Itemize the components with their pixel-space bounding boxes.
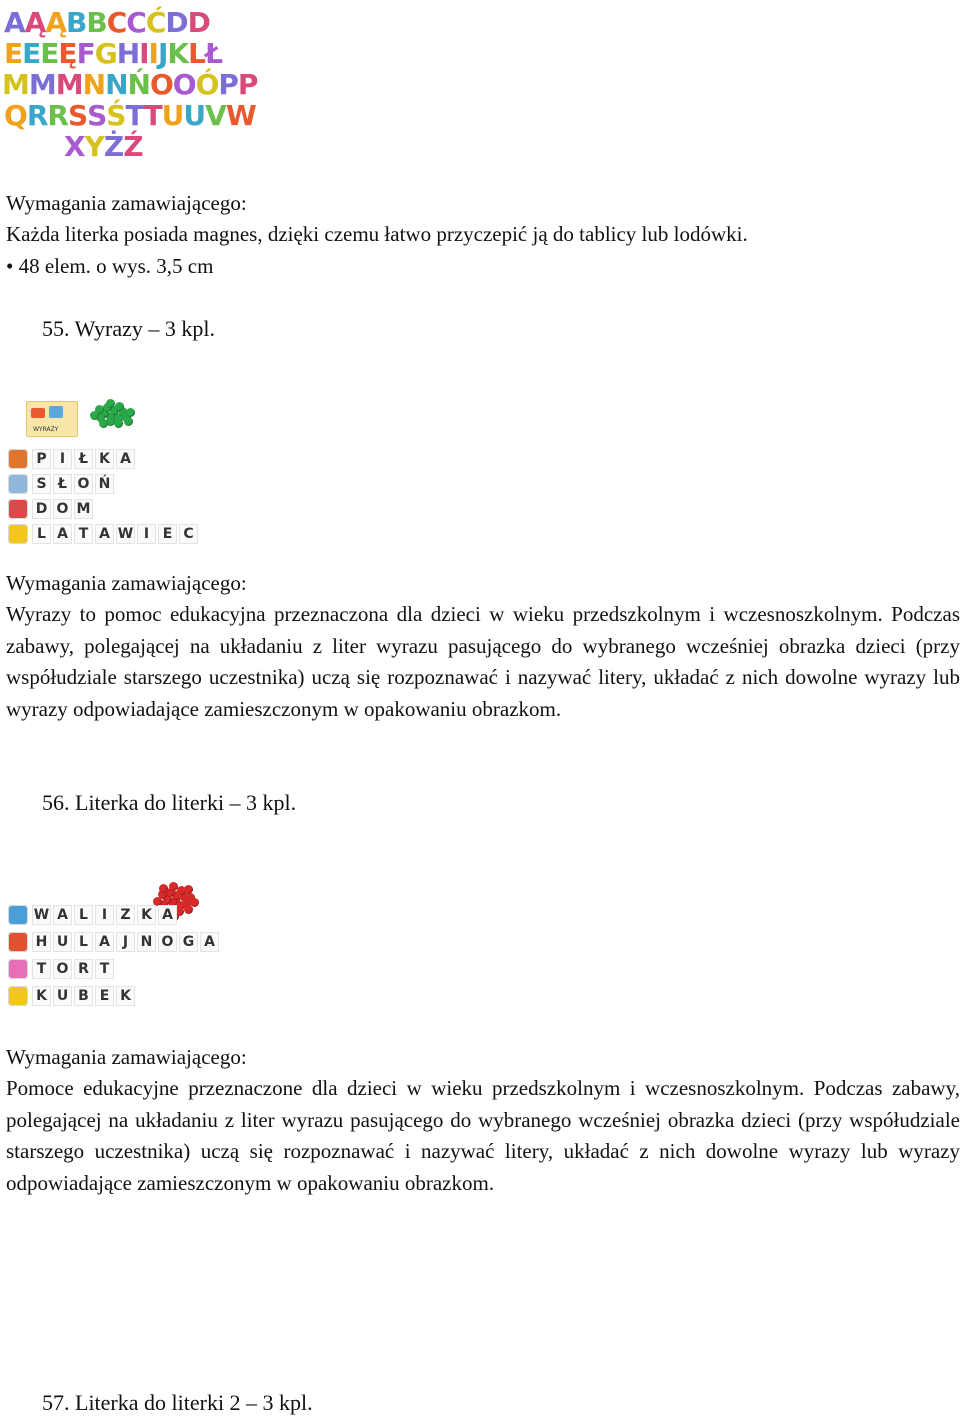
magnet-letter: Q bbox=[4, 99, 27, 132]
magnet-letter: P bbox=[218, 68, 238, 101]
magnet-letter: E bbox=[4, 37, 23, 70]
word-row bbox=[8, 931, 221, 953]
requirements-line: Każda literka posiada magnes, dzięki czemu łatwo przyczepić ją do tablicy lub lodówki. bbox=[6, 222, 748, 247]
letter-tile: Ł bbox=[53, 474, 72, 494]
section-heading-57: 57. Literka do literki 2 – 3 kpl. bbox=[42, 1390, 313, 1415]
magnet-letter: T bbox=[125, 99, 144, 132]
letter-tile: T bbox=[32, 959, 51, 979]
letter-tile: I bbox=[95, 905, 114, 925]
game-token bbox=[99, 419, 108, 428]
magnet-letter: A bbox=[4, 6, 25, 39]
letter-tile: Ł bbox=[74, 449, 93, 469]
letter-tile: A bbox=[95, 524, 114, 544]
magnet-letter: U bbox=[161, 99, 184, 132]
magnet-letter: Ł bbox=[204, 37, 222, 70]
letter-tile: E bbox=[158, 524, 177, 544]
game-token bbox=[90, 411, 99, 420]
magnet-letter: B bbox=[66, 6, 87, 39]
word-row bbox=[8, 985, 137, 1007]
magnet-letter: R bbox=[26, 99, 48, 132]
magnet-letter: W bbox=[225, 99, 256, 132]
section-heading-55: 55. Wyrazy – 3 kpl. bbox=[42, 316, 216, 341]
letter-tile: T bbox=[74, 524, 93, 544]
magnet-letter: Y bbox=[84, 130, 104, 163]
magnet-letter: J bbox=[157, 37, 168, 70]
letter-tile: W bbox=[117, 526, 134, 542]
letter-tile: B bbox=[74, 986, 93, 1006]
magnet-letter: C bbox=[106, 6, 127, 39]
alphabet-row bbox=[4, 101, 256, 131]
alphabet-row bbox=[4, 8, 210, 38]
letter-tile: A bbox=[53, 905, 72, 925]
magnet-letter: E bbox=[40, 37, 59, 70]
word-row bbox=[8, 904, 179, 926]
game-token bbox=[114, 419, 123, 428]
picture-card-icon bbox=[8, 524, 28, 544]
magnet-letter: S bbox=[87, 99, 107, 132]
magnet-letter: C bbox=[126, 6, 146, 39]
wyrazy-product-image bbox=[4, 395, 204, 547]
letter-tile: A bbox=[158, 905, 177, 925]
letter-tile: T bbox=[95, 959, 114, 979]
magnet-letter: Ą bbox=[24, 6, 46, 39]
letter-tile: A bbox=[95, 932, 114, 952]
magnet-letter: I bbox=[148, 37, 158, 70]
magnet-letter: G bbox=[94, 37, 117, 70]
letter-tile: L bbox=[74, 905, 93, 925]
alphabet-row bbox=[2, 70, 257, 100]
magnet-letter: N bbox=[105, 68, 128, 101]
game-token bbox=[169, 882, 178, 891]
magnet-letter: P bbox=[237, 68, 258, 101]
game-token bbox=[124, 417, 133, 426]
letter-tile: I bbox=[137, 524, 156, 544]
picture-card-icon bbox=[8, 499, 28, 519]
letter-tile: S bbox=[32, 474, 51, 494]
magnet-letter: B bbox=[86, 6, 107, 39]
word-row bbox=[8, 448, 137, 470]
letter-tile: K bbox=[95, 449, 114, 469]
game-token bbox=[190, 898, 199, 907]
letter-tile: E bbox=[95, 986, 114, 1006]
letter-tile: W bbox=[33, 907, 50, 923]
letter-tile: I bbox=[53, 449, 72, 469]
letter-tile: J bbox=[116, 932, 135, 952]
game-token bbox=[159, 884, 168, 893]
letter-tile: Ń bbox=[95, 474, 114, 494]
magnet-letter: H bbox=[116, 37, 140, 70]
magnet-letter: K bbox=[167, 37, 189, 70]
letter-tile: O bbox=[158, 932, 177, 952]
game-token bbox=[126, 408, 135, 417]
magnet-letter: E bbox=[22, 37, 41, 70]
letter-tile: D bbox=[32, 499, 51, 519]
picture-card-icon bbox=[8, 905, 28, 925]
literka-product-image bbox=[6, 876, 215, 1018]
letter-tile: O bbox=[74, 474, 93, 494]
letter-tile: K bbox=[116, 986, 135, 1006]
game-token bbox=[115, 402, 124, 411]
magnet-letter: O bbox=[172, 68, 196, 101]
game-token bbox=[184, 885, 193, 894]
product-box bbox=[26, 401, 78, 437]
word-row bbox=[8, 498, 95, 520]
word-row bbox=[8, 958, 116, 980]
magnet-letter: D bbox=[165, 6, 188, 39]
requirements-label: Wymagania zamawiającego: bbox=[6, 571, 247, 595]
requirements-label: Wymagania zamawiającego: bbox=[6, 191, 247, 215]
magnet-letter: D bbox=[187, 6, 210, 39]
letter-tile: C bbox=[179, 524, 198, 544]
magnet-letter: X bbox=[64, 130, 85, 163]
letter-tile: U bbox=[53, 932, 72, 952]
magnet-letter: O bbox=[149, 68, 173, 101]
word-row bbox=[8, 523, 200, 545]
requirements-body: Wyrazy to pomoc edukacyjna przeznaczona dla dzieci w wieku przedszkolnym i wczesnoszkolnym. Podczas zabawy, polegającej na układaniu z liter wyrazu pasującego do wybranego wcześniej obrazka dzieci (przy współudziale starszego uczestnika) uczą się rozpoznawać i nazywać litery, układać z nich dowolne wyrazy lub wyrazy odpowiadające zamieszczonym w opakowaniu obrazkom. bbox=[6, 602, 960, 721]
letter-tile: G bbox=[179, 932, 198, 952]
picture-card-icon bbox=[8, 932, 28, 952]
letter-tile: M bbox=[74, 499, 93, 519]
magnet-letter: V bbox=[205, 99, 226, 132]
letter-tile: U bbox=[53, 986, 72, 1006]
magnet-letter: Ź bbox=[123, 130, 143, 163]
letter-tile: N bbox=[137, 932, 156, 952]
letter-tile: P bbox=[32, 449, 51, 469]
letter-tile: A bbox=[53, 524, 72, 544]
requirements-body: Pomoce edukacyjne przeznaczone dla dzieci w wieku przedszkolnym i wczesnoszkolnym. Podczas zabawy, polegającej na układaniu z liter wyrazu pasującego do wybranego wcześniej obrazka dzieci (przy współudziale starszego uczestnika) uczą się rozpoznawać i nazywać litery, układać z nich dowolne wyrazy lub wyrazy odpowiadające zamieszczonym w opakowaniu obrazkom. bbox=[6, 1076, 960, 1195]
box-label: WYRAZY bbox=[33, 426, 59, 433]
letter-tile: A bbox=[116, 449, 135, 469]
magnet-letter: U bbox=[183, 99, 206, 132]
magnet-letter: Ć bbox=[145, 6, 166, 39]
picture-card-icon bbox=[8, 959, 28, 979]
picture-card-icon bbox=[8, 474, 28, 494]
magnet-letter: N bbox=[82, 68, 106, 101]
requirements-label: Wymagania zamawiającego: bbox=[6, 1045, 247, 1069]
word-row bbox=[8, 473, 116, 495]
alphabet-row bbox=[4, 39, 222, 69]
magnet-letter: T bbox=[143, 99, 162, 132]
letter-tile: K bbox=[137, 905, 156, 925]
letter-tile: L bbox=[74, 932, 93, 952]
letter-tile: O bbox=[53, 959, 72, 979]
token-pile bbox=[88, 397, 138, 431]
letter-tile: O bbox=[53, 499, 72, 519]
picture-card-icon bbox=[8, 986, 28, 1006]
letter-tile: K bbox=[32, 986, 51, 1006]
magnet-letter: F bbox=[76, 37, 95, 70]
magnet-letter: Ą bbox=[45, 6, 67, 39]
section-56-requirements bbox=[6, 1042, 960, 1199]
letter-tile: H bbox=[32, 932, 51, 952]
magnet-letter: R bbox=[47, 99, 68, 132]
letter-tile: A bbox=[200, 932, 219, 952]
section-heading-56: 56. Literka do literki – 3 kpl. bbox=[42, 790, 297, 815]
magnet-letter: M bbox=[28, 68, 56, 101]
alphabet-magnets-image bbox=[0, 6, 258, 173]
letter-tile: Z bbox=[116, 905, 135, 925]
requirements-line: • 48 elem. o wys. 3,5 cm bbox=[6, 253, 214, 278]
magnet-letter: S bbox=[67, 99, 88, 132]
magnet-letter: I bbox=[139, 37, 149, 70]
magnet-letter: Ż bbox=[103, 130, 124, 163]
section-55-requirements bbox=[6, 568, 960, 725]
picture-card-icon bbox=[8, 449, 28, 469]
magnet-letter: M bbox=[55, 68, 83, 101]
intro-requirements bbox=[6, 188, 960, 282]
magnet-letter: M bbox=[2, 68, 29, 101]
letter-tile: R bbox=[74, 959, 93, 979]
magnet-letter: Ę bbox=[58, 37, 77, 70]
magnet-letter: Ń bbox=[127, 68, 150, 101]
alphabet-row bbox=[64, 132, 143, 162]
magnet-letter: Ś bbox=[106, 99, 126, 132]
letter-tile: L bbox=[32, 524, 51, 544]
magnet-letter: Ó bbox=[195, 68, 219, 101]
magnet-letter: L bbox=[188, 37, 205, 70]
